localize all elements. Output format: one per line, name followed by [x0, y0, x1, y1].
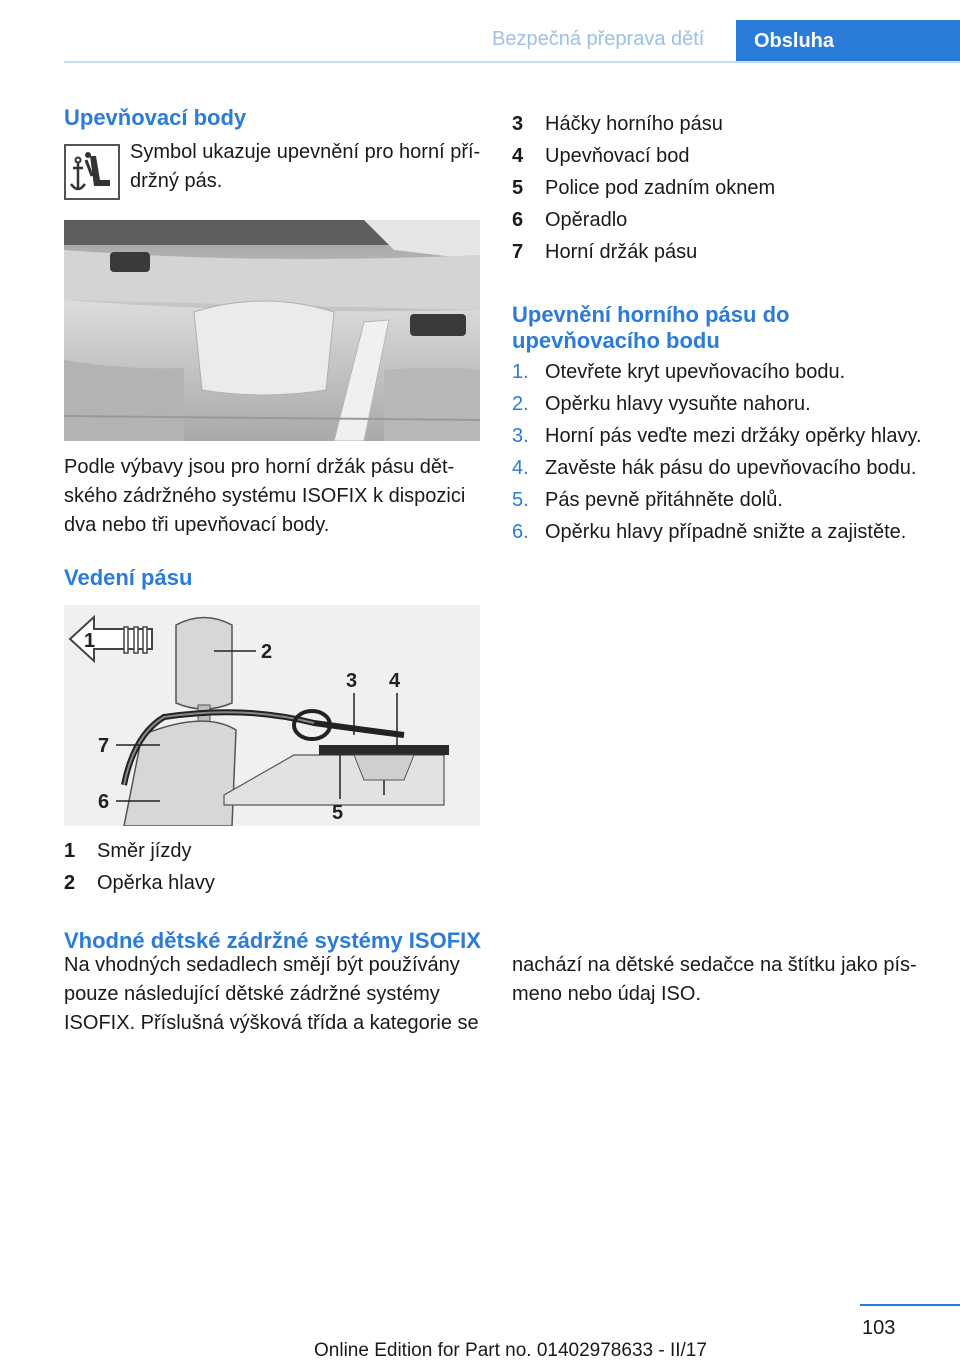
child-seat-anchor-icon [66, 146, 118, 198]
step-item: 1. Otevřete kryt upevňovacího bodu. [512, 361, 846, 383]
step-item: 4. Zavěste hák pásu do upevňovacího bodu. [512, 457, 917, 479]
footer-edition: Online Edition for Part no. 01402978633 - II/17 [314, 1340, 707, 1361]
isofix-right-2: meno nebo údaj ISO. [512, 983, 702, 1005]
legend-item: 5 Police pod zadním oknem [512, 177, 776, 199]
attach-heading-2: upevňovacího bodu [512, 328, 720, 353]
routing-heading: Vedení pásu [64, 565, 193, 590]
isofix-left-3: ISOFIX. Příslušná výšková třída a kategorie se [64, 1012, 479, 1034]
legend-item: 3 Háčky horního pásu [512, 113, 723, 135]
diagram-label-7: 7 [98, 735, 110, 757]
step-item: 2. Opěrku hlavy vysuňte nahoru. [512, 393, 811, 415]
isofix-left-1: Na vhodných sedadlech smějí být používány [64, 954, 460, 976]
diagram-label-2: 2 [261, 641, 273, 663]
legend-item: 1 Směr jízdy [64, 840, 192, 862]
diagram-label-5: 5 [332, 802, 344, 824]
page-number: 103 [862, 1317, 896, 1339]
legend-item: 7 Horní držák pásu [512, 241, 698, 263]
header-divider [64, 61, 960, 63]
step-item: 3. Horní pás veďte mezi držáky opěrky hlavy. [512, 425, 922, 447]
header-section-title: Bezpečná přeprava dětí [492, 28, 705, 50]
footer-divider [860, 1304, 960, 1306]
step-item: 6. Opěrku hlavy případně snižte a zajistěte. [512, 521, 907, 543]
legend-item: 6 Opěradlo [512, 209, 628, 231]
diagram-label-4: 4 [389, 670, 401, 692]
anchor-desc-3: dva nebo tři upevňovací body. [64, 514, 330, 536]
rear-shelf-photo [64, 220, 480, 441]
belt-routing-diagram [64, 605, 480, 826]
anchor-heading: Upevňovací body [64, 105, 247, 130]
anchor-symbol [64, 144, 120, 200]
isofix-left-2: pouze následující dětské zádržné systémy [64, 983, 440, 1005]
attach-heading-1: Upevnění horního pásu do [512, 302, 790, 327]
legend-item: 4 Upevňovací bod [512, 145, 690, 167]
anchor-symbol-text-1: Symbol ukazuje upevnění pro horní pří‐ [130, 141, 481, 163]
diagram-label-3: 3 [346, 670, 358, 692]
header-chapter-tab[interactable]: Obsluha [736, 20, 960, 63]
diagram-label-1: 1 [84, 630, 96, 652]
attach-steps [512, 359, 952, 551]
routing-legend-left [64, 838, 480, 902]
routing-legend-right [512, 111, 952, 271]
anchor-desc-1: Podle výbavy jsou pro horní držák pásu dět‐ [64, 456, 455, 478]
isofix-right-1: nachází na dětské sedačce na štítku jako pís‐ [512, 954, 917, 976]
diagram-label-6: 6 [98, 791, 110, 813]
anchor-desc-2: ského zádržného systému ISOFIX k dispozici [64, 485, 466, 507]
anchor-symbol-text-2: držný pás. [130, 170, 223, 192]
isofix-heading: Vhodné dětské zádržné systémy ISOFIX [64, 928, 481, 953]
step-item: 5. Pás pevně přitáhněte dolů. [512, 489, 783, 511]
legend-item: 2 Opěrka hlavy [64, 872, 215, 894]
